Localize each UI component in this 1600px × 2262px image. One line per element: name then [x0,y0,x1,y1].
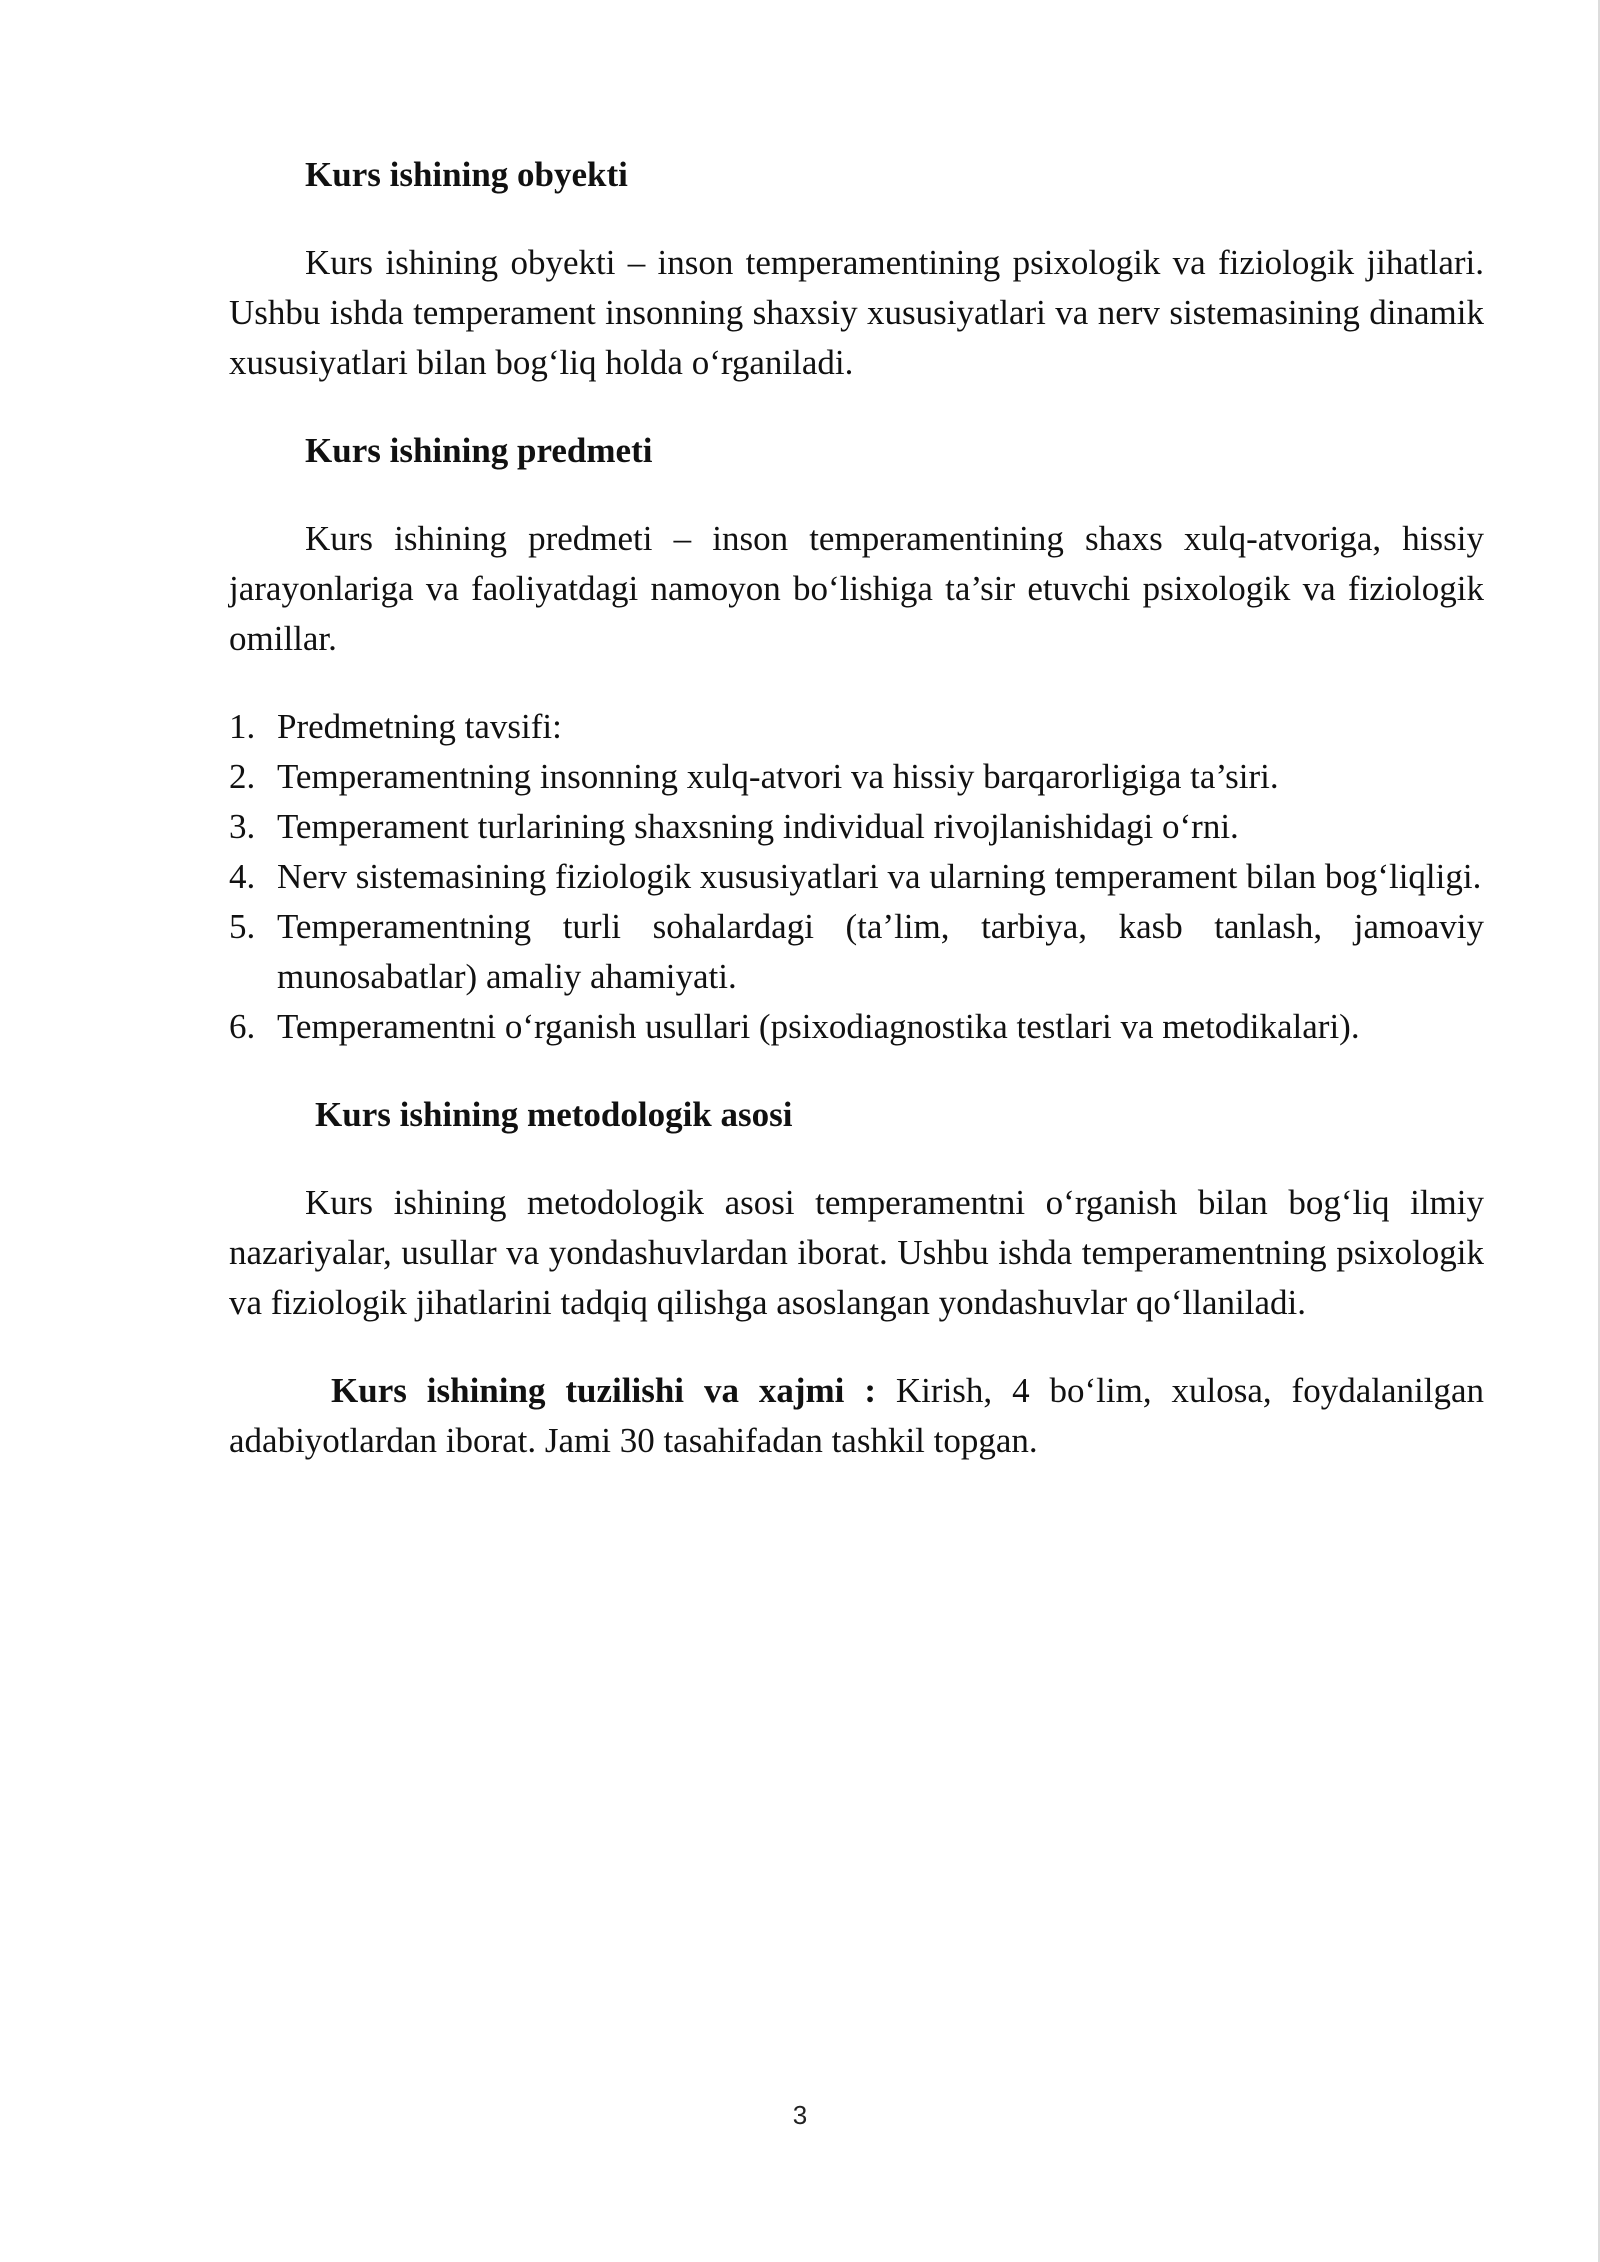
list-item-number: 3. [229,807,256,846]
tuzilishi-lead: Kurs ishining tuzilishi va xajmi : [331,1371,876,1410]
list-item-text: Temperamentni o‘rganish usullari (psixodiagnostika testlari va metodikalari). [277,1007,1360,1046]
paragraph-predmet: Kurs ishining predmeti – inson temperamentining shaxs xulq-atvoriga, hissiy jarayonlariga va faoliyatdagi namoyon bo‘lishiga ta’sir etuvchi psixologik va fiziologik omillar. [229,519,1484,658]
document-page [229,150,1484,1466]
predmet-numbered-list [229,702,1484,1052]
list-item [229,802,1484,852]
list-item [229,752,1484,802]
page-number: 3 [792,2100,808,2130]
heading-predmet: Kurs ishining predmeti [305,431,653,470]
list-item-number: 4. [229,857,256,896]
list-item [229,1002,1484,1052]
list-item-text: Temperament turlarining shaxsning individual rivojlanishidagi o‘rni. [277,807,1239,846]
list-item-number: 1. [229,707,256,746]
list-item [229,702,1484,752]
paragraph-metodologik: Kurs ishining metodologik asosi temperamentni o‘rganish bilan bog‘liq ilmiy nazariyalar, usullar va yondashuvlardan iborat. Ushbu ishda temperamentning psixologik va fiziologik jihatlarini tadqiq qilishga asoslangan yondashuvlar qo‘llaniladi. [229,1183,1484,1322]
list-item [229,902,1484,1002]
list-item-number: 6. [229,1007,256,1046]
list-item-text: Predmetning tavsifi: [277,707,562,746]
heading-obyekt: Kurs ishining obyekti [305,155,628,194]
heading-metodologik: Kurs ishining metodologik asosi [315,1095,793,1134]
list-item-number: 2. [229,757,256,796]
list-item-number: 5. [229,907,256,946]
tuzilishi-text: Kirish, 4 bo‘lim, xulosa, foydalanilgan adabiyotlardan iborat. Jami 30 tasahifadan tashkil topgan. [229,1371,1484,1460]
list-item [229,852,1484,902]
list-item-text: Temperamentning insonning xulq-atvori va hissiy barqarorligiga ta’siri. [277,757,1279,796]
list-item-text: Nerv sistemasining fiziologik xususiyatlari va ularning temperament bilan bog‘liqligi. [277,857,1482,896]
list-item-text: Temperamentning turli sohalardagi (ta’lim, tarbiya, kasb tanlash, jamoaviy munosabatlar) amaliy ahamiyati. [277,907,1484,996]
paragraph-obyekt: Kurs ishining obyekti – inson temperamentining psixologik va fiziologik jihatlari. Ushbu ishda temperament insonning shaxsiy xususiyatlari va nerv sistemasining dinamik xususiyatlari bilan bog‘liq holda o‘rganiladi. [229,243,1484,382]
paragraph-tuzilishi [229,1366,1484,1466]
